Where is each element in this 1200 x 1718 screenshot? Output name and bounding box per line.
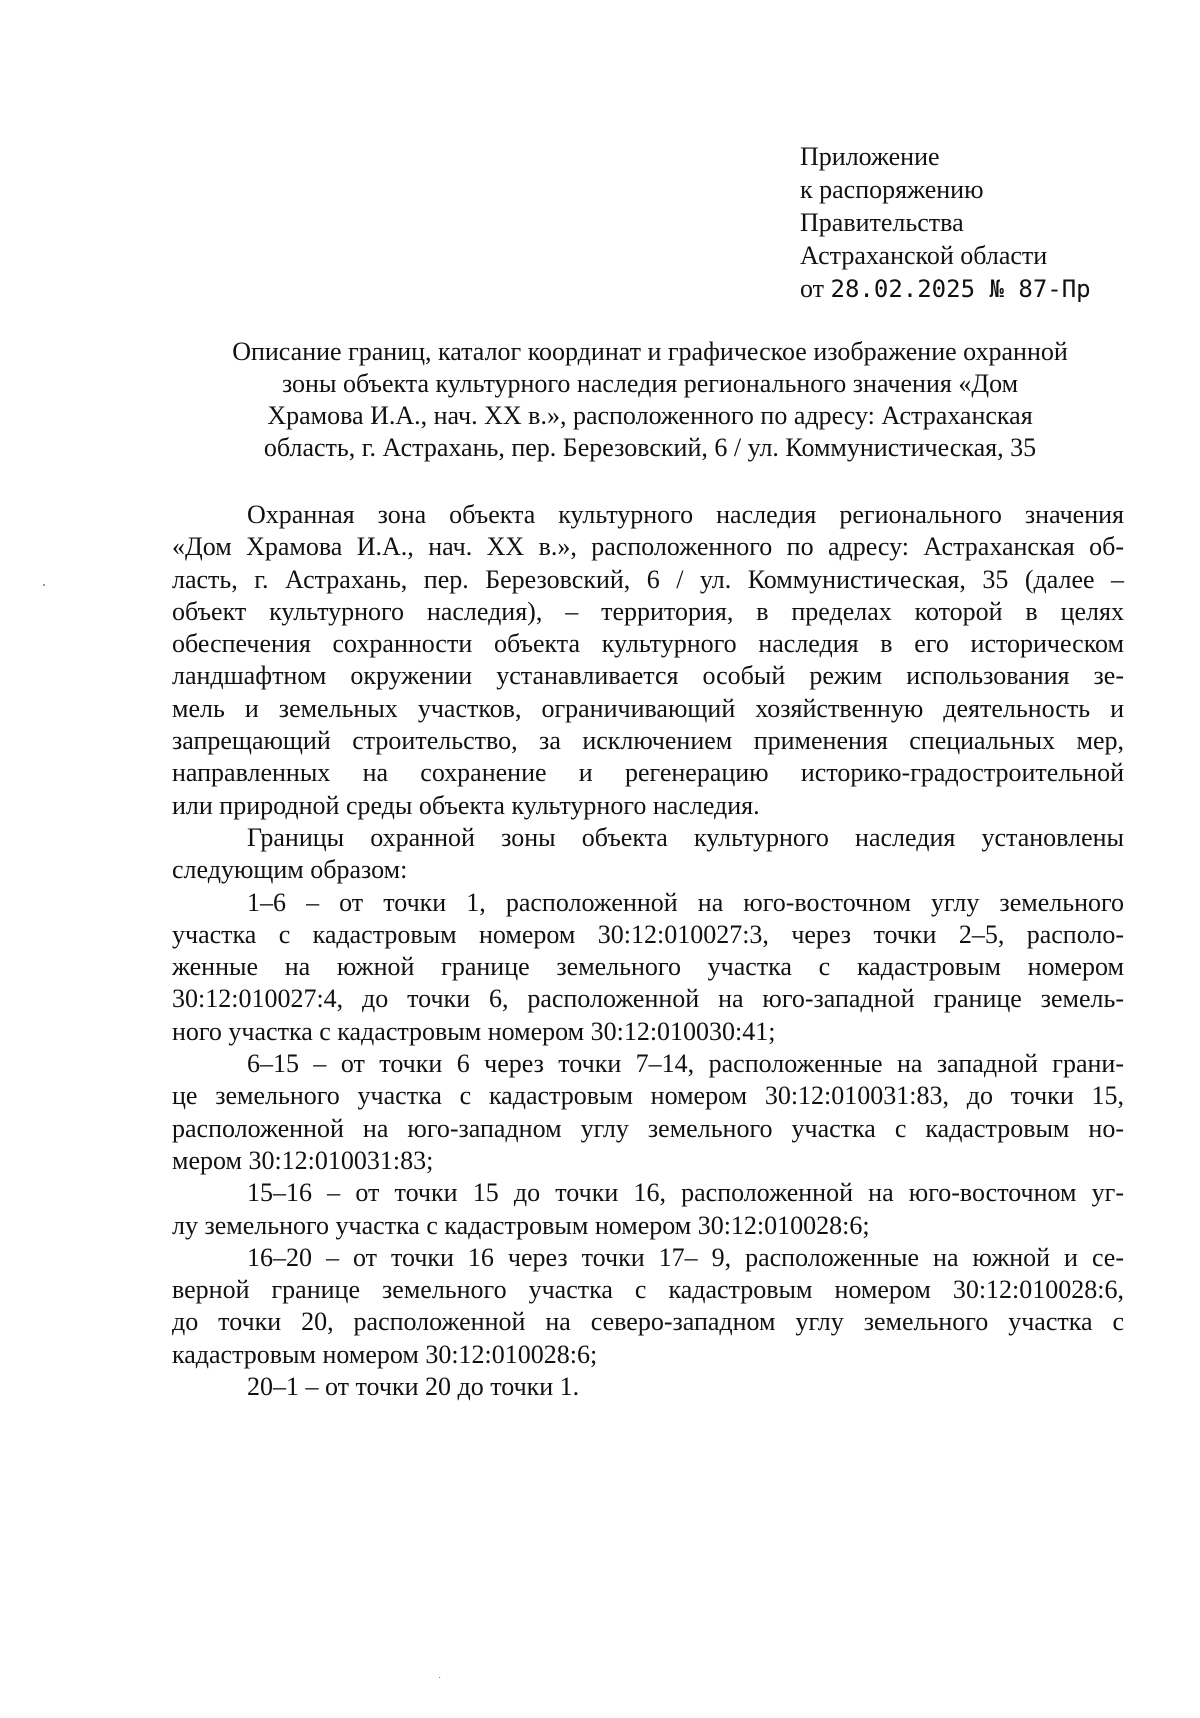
body-line: женные на южной границе земельного участка с кадастровым номером	[172, 952, 1124, 982]
body-line: лу земельного участка с кадастровым номером 30:12:010028:6;	[172, 1210, 870, 1240]
body-line: направленных на сохранение и регенерацию историко-градостроительной	[172, 758, 1124, 788]
body-line: участка с кадастровым номером 30:12:010027:3, через точки 2–5, располо-	[172, 919, 1124, 949]
body-line: запрещающий строительство, за исключением применения специальных мер,	[172, 726, 1124, 756]
body-line: ного участка с кадастровым номером 30:12:010030:41;	[172, 1016, 776, 1046]
body-line: обеспечения сохранности объекта культурного наследия в его историческом	[172, 629, 1124, 659]
annex-line-3: Правительства	[800, 208, 964, 237]
annex-header	[800, 140, 1091, 306]
body-line: следующим образом:	[172, 855, 408, 885]
body-line: 30:12:010027:4, до точки 6, расположенной на юго-западной границе земель-	[172, 984, 1124, 1014]
document-title	[170, 336, 1130, 464]
body-line: кадастровым номером 30:12:010028:6;	[172, 1339, 598, 1369]
body-line: це земельного участка с кадастровым номером 30:12:010031:83, до точки 15,	[172, 1081, 1124, 1111]
body-line: 16–20 – от точки 16 через точки 17– 9, расположенные на южной и се-	[247, 1242, 1124, 1272]
body-line: мель и земельных участков, ограничивающий хозяйственную деятельность и	[172, 693, 1124, 723]
body-line: до точки 20, расположенной на северо-западном углу земельного участка с	[172, 1307, 1124, 1337]
title-line-4: область, г. Астрахань, пер. Березовский, 6 / ул. Коммунистическая, 35	[263, 433, 1037, 462]
title-line-2: зоны объекта культурного наследия регионального значения «Дом	[281, 369, 1019, 398]
annex-line-1: Приложение	[800, 142, 940, 171]
body-line: 20–1 – от точки 20 до точки 1.	[247, 1372, 580, 1402]
body-line: 6–15 – от точки 6 через точки 7–14, расположенные на западной грани-	[247, 1049, 1124, 1079]
body-line: Границы охранной зоны объекта культурного наследия установлены	[247, 822, 1124, 852]
body-line: «Дом Храмова И.А., нач. XX в.», расположенного по адресу: Астраханская об-	[172, 532, 1124, 562]
body-line: верной границе земельного участка с кадастровым номером 30:12:010028:6,	[172, 1275, 1124, 1305]
annex-date-line	[800, 272, 1091, 306]
body-line: ландшафтном окружении устанавливается особый режим использования зе-	[172, 661, 1124, 691]
annex-line-2: к распоряжению	[800, 175, 984, 204]
annex-line-4: Астраханской области	[800, 241, 1048, 270]
document-body	[172, 499, 1124, 1403]
body-line: объект культурного наследия), – территория, в пределах которой в целях	[172, 596, 1124, 626]
annex-date-prefix: от	[800, 274, 825, 303]
body-line: Охранная зона объекта культурного наследия регионального значения	[247, 500, 1124, 529]
title-line-3: Храмова И.А., нач. XX в.», расположенного по адресу: Астраханская	[267, 401, 1033, 430]
body-line: мером 30:12:010031:83;	[172, 1145, 434, 1175]
body-line: или природной среды объекта культурного наследия.	[172, 790, 760, 820]
body-line: 1–6 – от точки 1, расположенной на юго-восточном углу земельного	[247, 887, 1124, 917]
body-line: 15–16 – от точки 15 до точки 16, расположенной на юго-восточном уг-	[247, 1178, 1124, 1208]
scan-speck	[43, 584, 45, 586]
title-line-1: Описание границ, каталог координат и графическое изображение охранной	[232, 337, 1068, 366]
body-line: ласть, г. Астрахань, пер. Березовский, 6 / ул. Коммунистическая, 35 (далее –	[172, 564, 1124, 594]
body-line: расположенной на юго-западном углу земельного участка с кадастровым но-	[172, 1113, 1124, 1143]
scan-speck-footer: ˙	[438, 1676, 442, 1687]
annex-date-stamp: 28.02.2025 № 87-Пр	[830, 275, 1091, 303]
